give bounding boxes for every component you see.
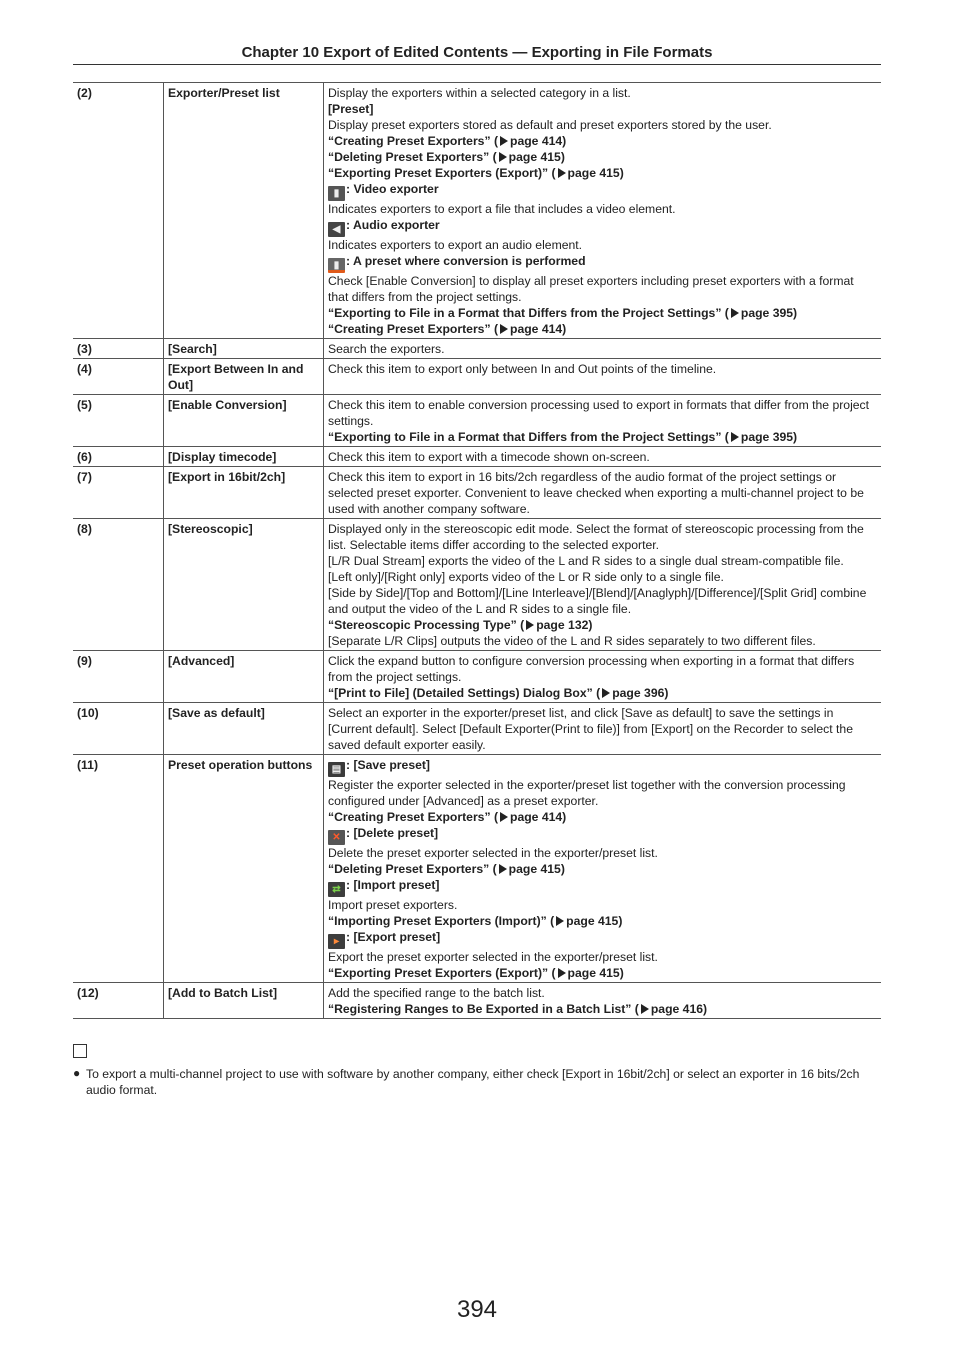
description-line <box>328 201 877 217</box>
export-preset-icon: ▸ <box>328 934 345 949</box>
row-number: (11) <box>73 755 164 983</box>
description-line <box>328 553 877 569</box>
cross-reference[interactable] <box>328 913 877 929</box>
line-text: : Audio exporter <box>346 218 440 232</box>
item-name: [Advanced] <box>164 651 324 703</box>
page-arrow-icon <box>641 1004 649 1014</box>
table-row <box>73 447 881 467</box>
description-line <box>328 361 877 377</box>
page-arrow-icon <box>499 152 507 162</box>
page-number: 394 <box>456 1296 498 1323</box>
line-text: Delete the preset exporter selected in the exporter/preset list. <box>328 846 658 860</box>
page-reference[interactable]: page 396) <box>612 686 669 700</box>
line-text: : [Import preset] <box>346 878 440 892</box>
delete-preset-icon: ✕ <box>328 830 345 845</box>
page-arrow-icon <box>556 916 564 926</box>
line-text: Displayed only in the stereoscopic edit mode. Select the format of stereoscopic processing from the list. Selectable items differ according to the selected exporter. <box>328 522 864 552</box>
line-text: [Preset] <box>328 102 374 116</box>
description-line <box>328 705 877 753</box>
table-row <box>73 703 881 755</box>
line-text: Click the expand button to configure conversion processing when exporting in a format that differs from the project settings. <box>328 654 855 684</box>
line-text: Display preset exporters stored as default and preset exporters stored by the user. <box>328 118 772 132</box>
icon-legend <box>328 929 877 949</box>
cross-reference[interactable] <box>328 165 877 181</box>
row-number: (10) <box>73 703 164 755</box>
item-description <box>324 83 882 339</box>
row-number: (9) <box>73 651 164 703</box>
description-line <box>328 237 877 253</box>
description-line <box>328 653 877 685</box>
line-text: Check this item to export only between In and Out points of the timeline. <box>328 362 717 376</box>
line-text: “Deleting Preset Exporters” ( <box>328 862 497 876</box>
page-reference[interactable]: page 415) <box>567 966 624 980</box>
audio-exporter-icon: ◀ <box>328 222 345 237</box>
item-description <box>324 519 882 651</box>
table-row <box>73 755 881 983</box>
item-description <box>324 359 882 395</box>
line-text: “Creating Preset Exporters” ( <box>328 134 499 148</box>
item-name: [Enable Conversion] <box>164 395 324 447</box>
description-line <box>328 569 877 585</box>
line-text: “Creating Preset Exporters” ( <box>328 322 499 336</box>
line-text: Search the exporters. <box>328 342 445 356</box>
description-line <box>328 273 877 305</box>
table-row <box>73 519 881 651</box>
icon-legend <box>328 217 877 237</box>
description-line <box>328 633 877 649</box>
note-bullet: ● <box>73 1066 81 1080</box>
line-text: Add the specified range to the batch list. <box>328 986 545 1000</box>
row-number: (2) <box>73 83 164 339</box>
spec-table <box>73 82 881 1019</box>
description-line <box>328 85 877 101</box>
line-text: “Creating Preset Exporters” ( <box>328 810 499 824</box>
cross-reference[interactable] <box>328 1001 877 1017</box>
page-reference[interactable]: page 414) <box>510 810 567 824</box>
cross-reference[interactable] <box>328 685 877 701</box>
item-description <box>324 983 882 1019</box>
line-text: Indicates exporters to export an audio element. <box>328 238 583 252</box>
page-reference[interactable]: page 395) <box>740 306 798 320</box>
item-description <box>324 755 882 983</box>
spec-table-body <box>73 83 881 1019</box>
description-line <box>328 449 877 465</box>
page-arrow-icon <box>731 308 739 318</box>
line-text: Check this item to export with a timecode shown on-screen. <box>328 450 650 464</box>
page-arrow-icon <box>602 688 610 698</box>
description-line <box>328 469 877 517</box>
table-row <box>73 651 881 703</box>
icon-legend <box>328 757 877 777</box>
line-text: [Side by Side]/[Top and Bottom]/[Line Interleave]/[Blend]/[Anaglyph]/[Difference]/[Split Grid] combine and output the video of the L and R sides to a single file. <box>328 586 867 616</box>
row-number: (4) <box>73 359 164 395</box>
line-text: : [Save preset] <box>346 758 430 772</box>
line-text: “Registering Ranges to Be Exported in a Batch List” ( <box>328 1002 639 1016</box>
row-number: (3) <box>73 339 164 359</box>
line-text: Export the preset exporter selected in the exporter/preset list. <box>328 950 658 964</box>
page-reference[interactable]: page 415) <box>566 914 623 928</box>
icon-legend <box>328 181 877 201</box>
table-row <box>73 983 881 1019</box>
line-text: “Exporting to File in a Format that Differs from the Project Settings” ( <box>328 430 729 444</box>
description-line <box>328 521 877 553</box>
line-text: “Exporting to File in a Format that Differs from the Project Settings” ( <box>328 306 729 320</box>
item-name: [Display timecode] <box>164 447 324 467</box>
table-row <box>73 395 881 447</box>
description-line <box>328 777 877 809</box>
page-arrow-icon <box>558 168 566 178</box>
item-name: [Save as default] <box>164 703 324 755</box>
table-row <box>73 467 881 519</box>
line-text: “Stereoscopic Processing Type” ( <box>328 618 525 632</box>
description-line <box>328 845 877 861</box>
line-text: [L/R Dual Stream] exports the video of the L and R sides to a single dual stream-compatible file. <box>328 554 844 568</box>
item-description <box>324 395 882 447</box>
row-number: (5) <box>73 395 164 447</box>
description-line <box>328 117 877 133</box>
page-arrow-icon <box>500 136 508 146</box>
page-reference[interactable]: page 414) <box>510 134 567 148</box>
page-reference[interactable]: page 414) <box>510 322 567 336</box>
line-text: Check [Enable Conversion] to display all preset exporters including preset exporters with a format that differs from the project settings. <box>328 274 854 304</box>
line-text: Indicates exporters to export a file that includes a video element. <box>328 202 676 216</box>
description-line <box>328 897 877 913</box>
line-text: Check this item to export in 16 bits/2ch regardless of the audio format of the project settings or selected preset exporter. Convenient to leave checked when exporting a multi-channel project to be used with another company software. <box>328 470 864 516</box>
cross-reference[interactable] <box>328 149 877 165</box>
chapter-header: Chapter 10 Export of Edited Contents — Exporting in File Formats <box>241 44 713 61</box>
import-preset-icon: ⇄ <box>328 882 345 897</box>
cross-reference[interactable] <box>328 861 877 877</box>
line-text: [Separate L/R Clips] outputs the video of the L and R sides separately to two different files. <box>328 634 816 648</box>
description-line <box>328 341 877 357</box>
row-number: (12) <box>73 983 164 1019</box>
cross-reference[interactable] <box>328 133 877 149</box>
description-line <box>328 101 877 117</box>
note-icon <box>73 1044 87 1058</box>
cross-reference[interactable] <box>328 617 877 633</box>
page-arrow-icon <box>500 324 508 334</box>
line-text: Check this item to enable conversion processing used to export in formats that differ from the project settings. <box>328 398 870 428</box>
page-arrow-icon <box>526 620 534 630</box>
item-description <box>324 447 882 467</box>
item-name: [Stereoscopic] <box>164 519 324 651</box>
cross-reference[interactable] <box>328 305 877 321</box>
description-line <box>328 585 877 617</box>
line-text: : Video exporter <box>346 182 439 196</box>
item-description <box>324 467 882 519</box>
line-text: “Deleting Preset Exporters” ( <box>328 150 497 164</box>
description-line <box>328 397 877 429</box>
row-number: (7) <box>73 467 164 519</box>
item-name: [Add to Batch List] <box>164 983 324 1019</box>
conversion-preset-icon: ▮ <box>328 258 345 273</box>
description-line <box>328 985 877 1001</box>
line-text: “[Print to File] (Detailed Settings) Dialog Box” ( <box>328 686 601 700</box>
item-description <box>324 339 882 359</box>
icon-legend <box>328 825 877 845</box>
item-name: Preset operation buttons <box>164 755 324 983</box>
line-text: Select an exporter in the exporter/preset list, and click [Save as default] to save the settings in [Current default]. Select [Default Exporter(Print to file)] from [Export] on the Recorder to select the saved default exporter easily. <box>328 706 853 752</box>
page-reference[interactable]: page 415) <box>508 150 565 164</box>
cross-reference[interactable] <box>328 321 877 337</box>
page-arrow-icon <box>558 968 566 978</box>
line-text: Register the exporter selected in the exporter/preset list together with the conversion processing configured under [Advanced] as a preset exporter. <box>328 778 846 808</box>
page-arrow-icon <box>731 432 739 442</box>
page-arrow-icon <box>500 812 508 822</box>
page-reference[interactable]: page 416) <box>650 1002 708 1016</box>
item-description <box>324 651 882 703</box>
page-reference[interactable]: page 395) <box>740 430 798 444</box>
header-rule <box>73 64 881 65</box>
item-name: [Export in 16bit/2ch] <box>164 467 324 519</box>
cross-reference[interactable] <box>328 965 877 981</box>
line-text: “Exporting Preset Exporters (Export)” ( <box>328 166 556 180</box>
cross-reference[interactable] <box>328 429 877 445</box>
line-text: “Exporting Preset Exporters (Export)” ( <box>328 966 556 980</box>
description-line <box>328 949 877 965</box>
line-text: : [Export preset] <box>346 930 441 944</box>
save-preset-icon: ▤ <box>328 762 345 777</box>
table-row <box>73 83 881 339</box>
note-text: To export a multi-channel project to use with software by another company, either check [Export in 16bit/2ch] or select an exporter in 16 bits/2ch audio format. <box>86 1067 860 1097</box>
line-text: “Importing Preset Exporters (Import)” ( <box>328 914 555 928</box>
item-name: [Search] <box>164 339 324 359</box>
line-text: Display the exporters within a selected category in a list. <box>328 86 631 100</box>
line-text: : A preset where conversion is performed <box>346 254 586 268</box>
row-number: (6) <box>73 447 164 467</box>
cross-reference[interactable] <box>328 809 877 825</box>
icon-legend <box>328 253 877 273</box>
table-row <box>73 339 881 359</box>
item-name: [Export Between In and Out] <box>164 359 324 395</box>
line-text: Import preset exporters. <box>328 898 458 912</box>
page-reference[interactable]: page 415) <box>567 166 624 180</box>
video-exporter-icon: ▮ <box>328 186 345 201</box>
line-text: : [Delete preset] <box>346 826 439 840</box>
page-reference[interactable]: page 132) <box>536 618 593 632</box>
row-number: (8) <box>73 519 164 651</box>
page-arrow-icon <box>499 864 507 874</box>
item-name: Exporter/Preset list <box>164 83 324 339</box>
page-reference[interactable]: page 415) <box>508 862 565 876</box>
line-text: [Left only]/[Right only] exports video of the L or R side only to a single file. <box>328 570 724 584</box>
icon-legend <box>328 877 877 897</box>
item-description <box>324 703 882 755</box>
table-row <box>73 359 881 395</box>
